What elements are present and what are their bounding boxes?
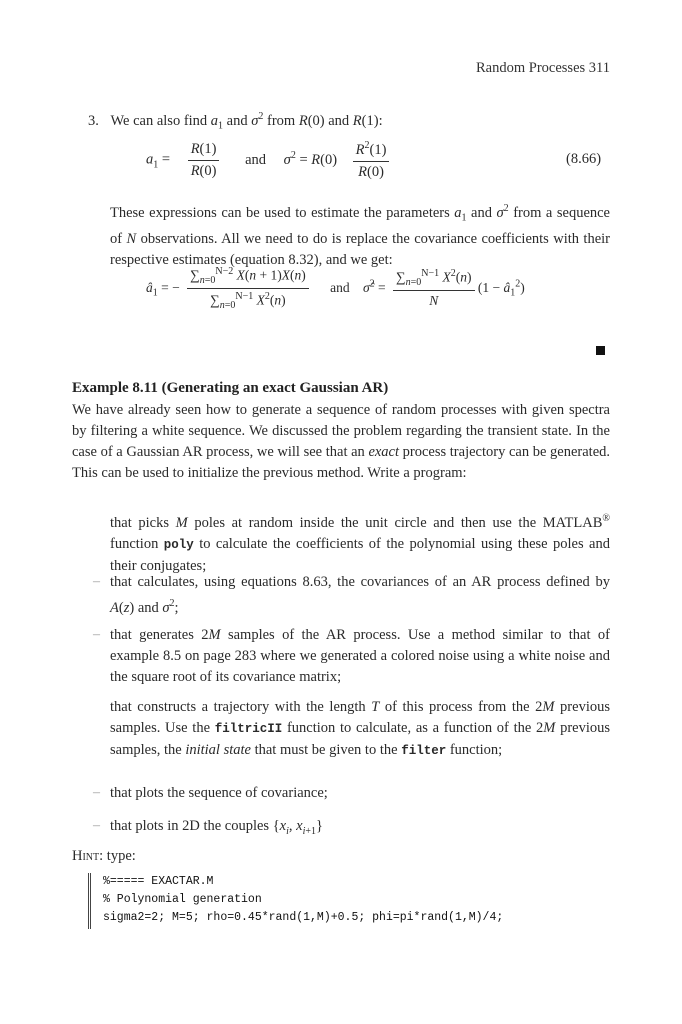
list-dash: – bbox=[93, 574, 100, 589]
list-dash: – bbox=[93, 627, 100, 642]
code-line: % Polynomial generation bbox=[103, 893, 262, 906]
code-line: sigma2=2; M=5; rho=0.45*rand(1,M)+0.5; phi=pi*rand(1,M)/4; bbox=[103, 911, 504, 924]
item3-number: 3. bbox=[88, 112, 99, 129]
equation-8-66: $a_1$ = $\frac{R(1)}{R(0)}$ and $\sigma^2 = R(0)$ $\frac{R^2(1)}{R(0)}$ bbox=[146, 140, 389, 181]
code-listing bbox=[88, 873, 623, 929]
equation-label: (8.66) bbox=[566, 151, 602, 167]
list-item-4: that constructs a trajectory with the length T of this process from the 2M previous samples. Use the filtricII function to calculate, as a function of the 2M previous samples, the initial state that must be given to the filter function; bbox=[110, 699, 611, 758]
example-body: We have already seen how to generate a sequence of random processes with given spectra by filtering a white sequence. We discussed the problem regarding the transient state. In the case of a Gaussian AR process, we will see that an exact process trajectory can be generated. This can be used to initialize the previous method. Write a program: bbox=[72, 402, 611, 481]
list-dash: – bbox=[93, 785, 100, 800]
list-item-5: that plots the sequence of covariance; bbox=[110, 785, 328, 801]
example-title: Example 8.11 (Generating an exact Gaussian AR) bbox=[72, 380, 389, 396]
list-item-2: that calculates, using equations 8.63, the covariances of an AR process defined by A(z) and $\sigma^2$; bbox=[110, 574, 610, 616]
hint-line: Hint: type: bbox=[72, 848, 136, 864]
qed-square bbox=[596, 346, 605, 355]
list-item-1: that picks M poles at random inside the unit circle and then use the MATLAB® function poly to calculate the coefficients of the polynomial using these poles and their conjugates; bbox=[110, 513, 610, 574]
list-dash: – bbox=[93, 818, 100, 833]
estimator-equation: $â_1$ = − $\frac{\sum_{n=0}^{N-2} X(n + 1)X(n)}{\sum_{n=0}^{N-1} X^2(n)}$ and σ̂$^2$ = $\frac{\sum_{n=0}^{N-1} X^2(n)}{N}$ $(1 - â_1^2)$ bbox=[146, 266, 525, 312]
list-item-3: that generates 2M samples of the AR process. Use a method similar to that of example 8.5 on page 283 where we generated a colored noise using a white noise and the square root of its covariance matrix; bbox=[110, 627, 610, 685]
list-item-6: that plots in 2D the couples {$x_i$, $x_{i+1}$} bbox=[110, 818, 323, 837]
item3-intro: 3. We can also find $a_1$ and $\sigma^2$ from R(0) and R(1): bbox=[88, 111, 383, 132]
running-head: Random Processes 311 bbox=[476, 60, 610, 76]
code-line: %===== EXACTAR.M bbox=[103, 875, 214, 888]
estimate-paragraph: These expressions can be used to estimate the parameters $a_1$ and $\sigma^2$ from a sequence of N observations. All we need to do is replace the covariance coefficients with their respective estimates (equation 8.32), and we get: bbox=[110, 203, 610, 268]
